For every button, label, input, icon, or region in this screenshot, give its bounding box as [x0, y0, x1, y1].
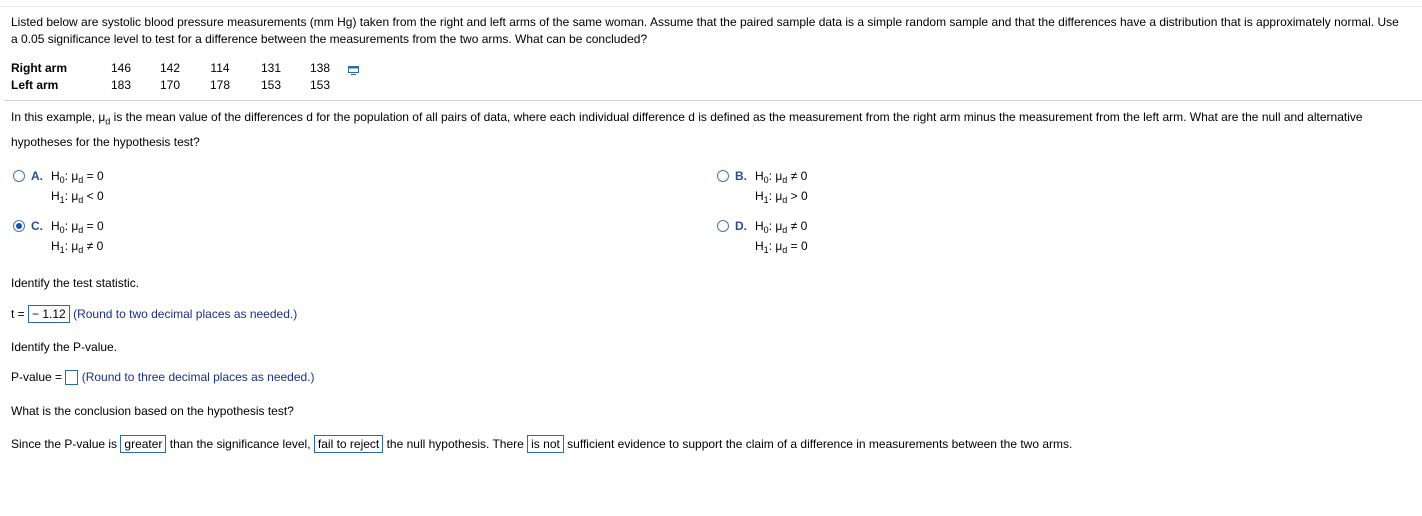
table-cell: 138: [309, 61, 331, 75]
mu-symbol: μ: [98, 110, 106, 124]
option-b[interactable]: [717, 169, 808, 206]
conclusion-prompt: What is the conclusion based on the hypothesis test?: [11, 404, 294, 418]
conclusion-sentence: [11, 435, 1072, 453]
option-letter: D.: [735, 219, 747, 233]
test-statistic-prompt: Identify the test statistic.: [11, 276, 140, 290]
test-statistic-row: [11, 305, 297, 323]
test-statistic-hint: (Round to two decimal places as needed.): [73, 307, 298, 321]
null-hypothesis: $H_0$: $\mu_d = 0$: [51, 219, 104, 235]
alt-hypothesis: $H_1$: $\mu_d > 0$: [755, 189, 808, 205]
pvalue-input[interactable]: [65, 370, 78, 385]
conclusion-dropdown-evidence[interactable]: is not: [527, 435, 564, 453]
section-divider: [4, 100, 1422, 101]
option-a[interactable]: [13, 169, 104, 206]
table-cell: 142: [159, 61, 181, 75]
null-hypothesis: $H_0$: $\mu_d = 0$: [51, 169, 104, 185]
pvalue-hint: (Round to three decimal places as needed.): [81, 370, 315, 384]
conclusion-dropdown-decision[interactable]: fail to reject: [314, 435, 383, 453]
row-label-right-arm: Right arm: [11, 61, 68, 75]
radio-button-a[interactable]: [13, 170, 25, 182]
conclusion-text: sufficient evidence to support the claim of a difference in measurements between the two arms.: [567, 437, 1073, 451]
table-cell: 153: [260, 78, 282, 92]
null-relation: = 0: [86, 169, 104, 183]
alt-hypothesis: $H_1$: $\mu_d \ne 0$: [51, 239, 104, 255]
radio-button-d[interactable]: [717, 220, 729, 232]
pvalue-row: [11, 370, 315, 385]
option-c[interactable]: [13, 219, 104, 256]
table-cell: 146: [110, 61, 132, 75]
radio-button-b[interactable]: [717, 170, 729, 182]
option-letter: B.: [735, 169, 747, 183]
table-cell: 183: [110, 78, 132, 92]
option-d[interactable]: [717, 219, 808, 256]
conclusion-text: Since the P-value is: [11, 437, 118, 451]
table-cell: 131: [260, 61, 282, 75]
null-hypothesis: $H_0$: $\mu_d \ne 0$: [755, 219, 808, 235]
row-label-left-arm: Left arm: [11, 78, 59, 92]
null-hypothesis: $H_0$: $\mu_d \ne 0$: [755, 169, 808, 185]
null-relation: = 0: [86, 219, 104, 233]
radio-button-c-selected[interactable]: [13, 220, 25, 232]
table-cell: 170: [159, 78, 181, 92]
question-pre: In this example,: [11, 110, 99, 124]
alt-relation: = 0: [790, 239, 808, 253]
conclusion-text: the null hypothesis. There: [386, 437, 524, 451]
alt-relation: > 0: [790, 189, 808, 203]
question-post: is the mean value of the differences d for the population of all pairs of data, where each individual difference d is defined as the measurement from the right arm minus the measurement from the left arm. What are the null and alternative hypotheses for the hypothesis test?: [11, 110, 1363, 150]
alt-relation: ≠ 0: [86, 239, 104, 253]
null-relation: ≠ 0: [790, 169, 808, 183]
test-statistic-label: t =: [11, 307, 25, 321]
table-cell: 153: [309, 78, 331, 92]
conclusion-dropdown-comparison[interactable]: greater: [120, 435, 166, 453]
mu-subscript: d: [105, 116, 111, 127]
question-text: [11, 107, 1416, 153]
pvalue-prompt: Identify the P-value.: [11, 340, 118, 354]
alt-relation: < 0: [86, 189, 104, 203]
top-rule: [0, 6, 1422, 7]
conclusion-text: than the significance level,: [169, 437, 311, 451]
alt-hypothesis: $H_1$: $\mu_d < 0$: [51, 189, 104, 205]
option-letter: C.: [31, 219, 43, 233]
option-letter: A.: [31, 169, 43, 183]
null-relation: ≠ 0: [790, 219, 808, 233]
test-statistic-input[interactable]: − 1.12: [28, 305, 70, 323]
table-cell: 114: [210, 61, 230, 75]
problem-statement: Listed below are systolic blood pressure measurements (mm Hg) taken from the right and left arms of the same woman. Assume that the paired sample data is a simple random sample and that the differences have a distribution that is approximately normal. Use a 0.05 significance level to test for a difference between the measurements from the two arms. What can be concluded?: [11, 15, 1399, 46]
copy-icon[interactable]: [348, 64, 359, 73]
pvalue-label: P-value =: [11, 370, 63, 384]
alt-hypothesis: $H_1$: $\mu_d = 0$: [755, 239, 808, 255]
table-cell: 178: [209, 78, 231, 92]
